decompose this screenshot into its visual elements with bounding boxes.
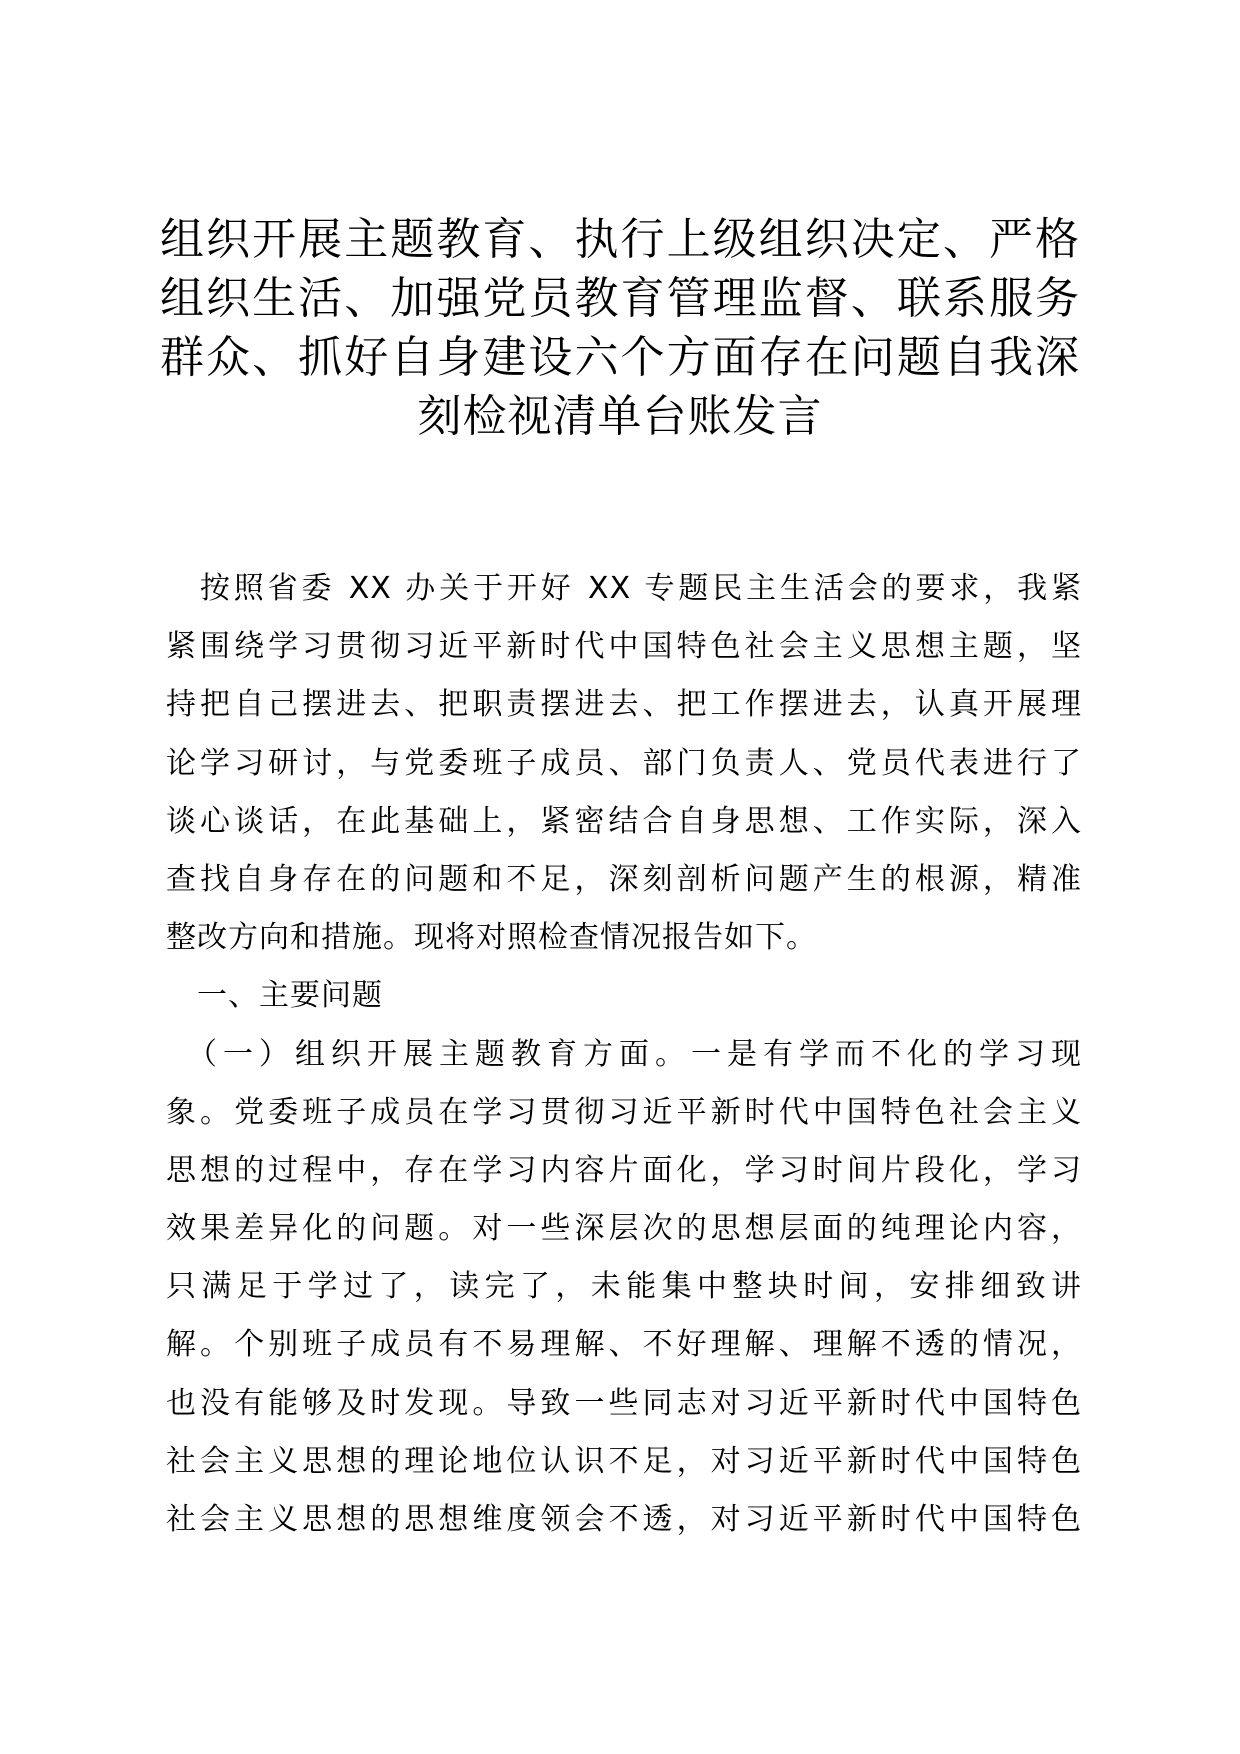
body-line: 紧围绕学习贯彻习近平新时代中国特色社会主义思想主题，坚 [166,629,1082,665]
body-line: 社会主义思想的思想维度领会不透，对习近平新时代中国特色 [166,1502,1082,1537]
body-line: 持把自己摆进去、把职责摆进去、把工作摆进去，认真开展理 [166,687,1082,723]
body-line: 查找自身存在的问题和不足，深刻剖析问题产生的根源，精准 [166,861,1082,897]
body-line: （一）组织开展主题教育方面。一是有学而不化的学习现 [166,1036,1082,1072]
body-line: 论学习研讨，与党委班子成员、部门负责人、党员代表进行了 [166,745,1082,781]
body-line: 象。党委班子成员在学习贯彻习近平新时代中国特色社会主义 [166,1094,1082,1130]
body-line: 思想的过程中，存在学习内容片面化，学习时间片段化，学习 [166,1152,1082,1188]
document-body [166,560,1082,1549]
body-line: 也没有能够及时发现。导致一些同志对习近平新时代中国特色 [166,1385,1082,1421]
title-line: 群众、抓好自身建设六个方面存在问题自我深 [160,332,1080,383]
section-heading: 一、主要问题 [166,978,383,1014]
title-line: 刻检视清单台账发言 [417,391,823,442]
body-line: 谈心谈话，在此基础上，紧密结合自身思想、工作实际，深入 [166,803,1082,839]
body-line: 整改方向和措施。现将对照检查情况报告如下。 [166,920,817,956]
body-line: 只满足于学过了，读完了，未能集中整块时间，安排细致讲 [166,1269,1082,1305]
body-line: 社会主义思想的理论地位认识不足，对习近平新时代中国特色 [166,1443,1082,1479]
document-title [160,210,1080,446]
title-line: 组织生活、加强党员教育管理监督、联系服务 [160,273,1080,324]
title-line: 组织开展主题教育、执行上级组织决定、严格 [160,214,1080,265]
body-line: 效果差异化的问题。对一些深层次的思想层面的纯理论内容， [166,1211,1082,1247]
body-line: 解。个别班子成员有不易理解、不好理解、理解不透的情况， [166,1327,1082,1363]
body-line: 按照省委 XX 办关于开好 XX 专题民主生活会的要求，我紧 [166,571,1082,606]
